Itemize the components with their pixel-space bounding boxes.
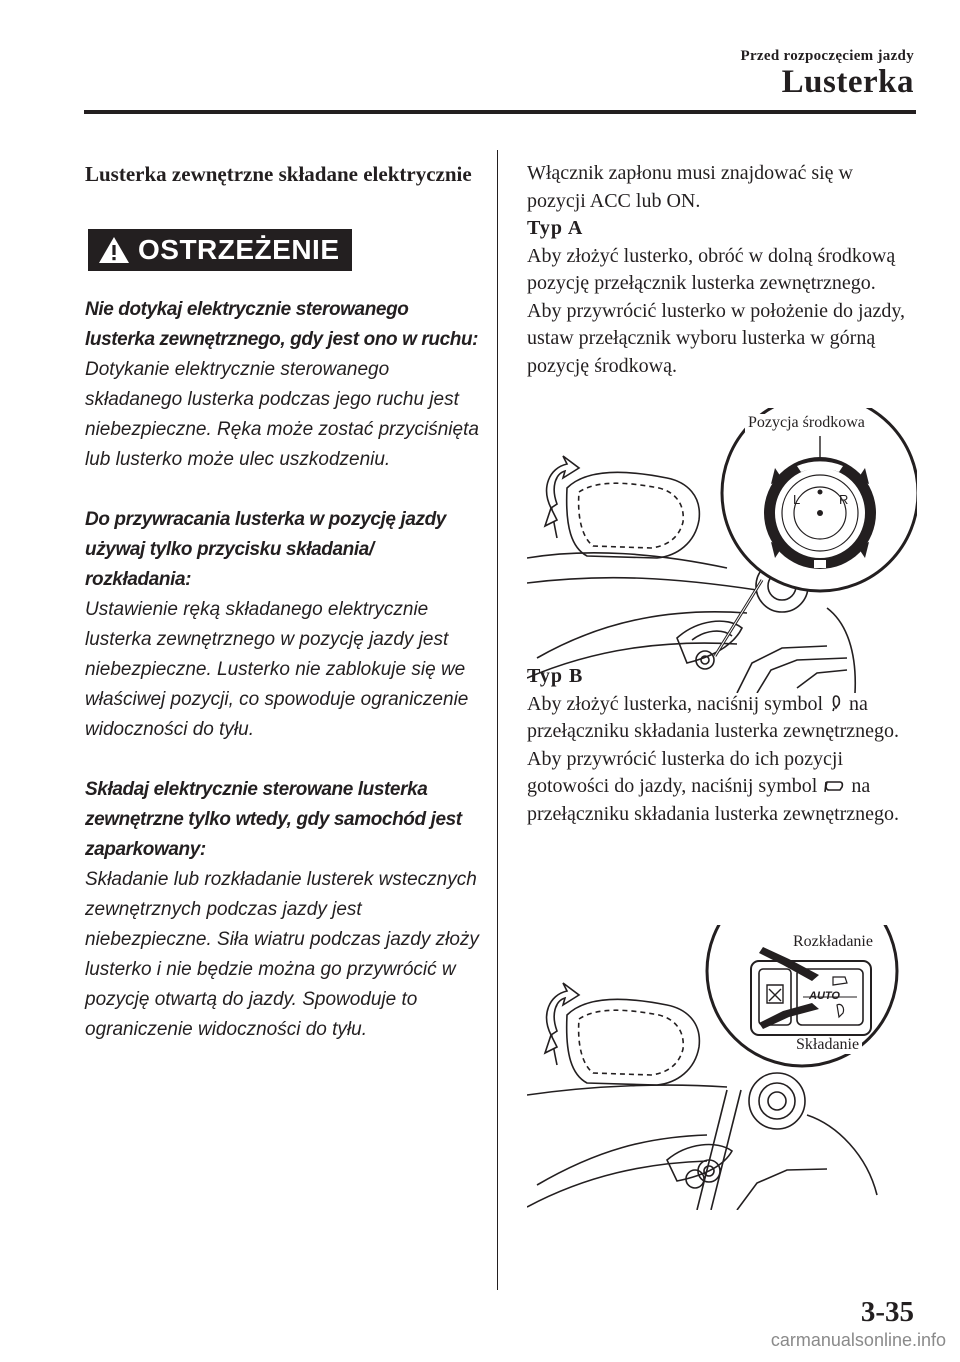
warning-title: Do przywracania lusterka w pozycję jazdy używaj tylko przycisku składania/ rozkładania:: [85, 509, 446, 590]
knob-right-label: R: [839, 492, 849, 507]
section-heading: Lusterka zewnętrzne składane elektrycznie: [85, 162, 472, 186]
type-b-unfold-text: [527, 746, 912, 829]
unfold-mirror-icon: [824, 778, 844, 794]
header-rule: [84, 110, 916, 114]
type-a-fold-text: Aby złożyć lusterko, obróć w dolną środkową pozycję przełącznik lusterka zewnętrznego.: [527, 244, 896, 294]
column-divider: [497, 150, 498, 1290]
page-number: 3-35: [860, 1296, 914, 1328]
warning-item: [85, 505, 480, 745]
warning-title: Nie dotykaj elektrycznie sterowanego lusterka zewnętrznego, gdy jest ono w ruchu:: [85, 299, 479, 350]
mirror-knob-illustration: [527, 408, 917, 693]
warning-label: OSTRZEŻENIE: [138, 234, 340, 265]
warning-item: [85, 775, 480, 1045]
figure-type-a: [527, 408, 917, 693]
left-column: [85, 160, 480, 1045]
fold-label: Składanie: [793, 1036, 862, 1054]
unfold-text-end: na przełączniku składania lusterka zewnętrznego.: [527, 775, 900, 825]
auto-label: AUTO: [809, 990, 840, 1002]
warning-triangle-icon: [98, 236, 130, 264]
fold-switch-illustration: [527, 925, 917, 1210]
intro-text: Włącznik zapłonu musi znajdować się w pozycji ACC lub ON.: [527, 162, 853, 212]
fold-text-end: na przełączniku składania lusterka zewnętrznego.: [527, 692, 900, 742]
warning-body: Dotykanie elektrycznie sterowanego składanego lusterka podczas jego ruchu jest niebezpieczne. Ręka może zostać przyciśnięta lub lusterko może ulec uszkodzeniu.: [85, 359, 479, 470]
watermark: carmanualsonline.info: [770, 1330, 946, 1350]
type-a-unfold-text: Aby przywrócić lusterko w położenie do jazdy, ustaw przełącznik wyboru lusterka w górną pozycję środkową.: [527, 299, 906, 377]
figure-type-b: [527, 925, 917, 1210]
page-title: Lusterka: [781, 64, 914, 100]
warning-title: Składaj elektrycznie sterowane lusterka zewnętrzne tylko wtedy, gdy samochód jest zaparkowany:: [85, 779, 462, 860]
warning-badge: [88, 229, 352, 271]
unfold-label: Rozkładanie: [790, 933, 876, 951]
center-position-label: Pozycja środkowa: [745, 414, 868, 432]
header-section: Przed rozpoczęciem jazdy: [740, 48, 914, 64]
fold-mirror-icon: [830, 694, 842, 712]
type-b-fold-text: [527, 691, 912, 746]
warning-item: [85, 295, 480, 475]
unfold-text-start: Aby przywrócić lusterka do ich pozycji gotowości do jazdy, naciśnij symbol: [527, 747, 844, 797]
type-a-label: Typ A: [527, 217, 584, 239]
warning-body: Ustawienie ręką składanego elektrycznie lusterka zewnętrznego w pozycję jazdy jest niebezpieczne. Lusterko nie zablokuje się we właściwej pozycji, co spowoduje ograniczenie widoczności do tyłu.: [85, 599, 469, 740]
warning-body: Składanie lub rozkładanie lusterek wstecznych zewnętrznych podczas jazdy jest niebezpieczne. Siła wiatru podczas jazdy złoży lusterko i nie będzie można go przywrócić w pozycję otwartą do jazdy. Spowoduje to ograniczenie widoczności do tyłu.: [85, 869, 479, 1040]
type-b-label: Typ B: [527, 665, 584, 687]
fold-text-start: Aby złożyć lusterka, naciśnij symbol: [527, 692, 824, 715]
knob-left-label: L: [793, 492, 801, 507]
